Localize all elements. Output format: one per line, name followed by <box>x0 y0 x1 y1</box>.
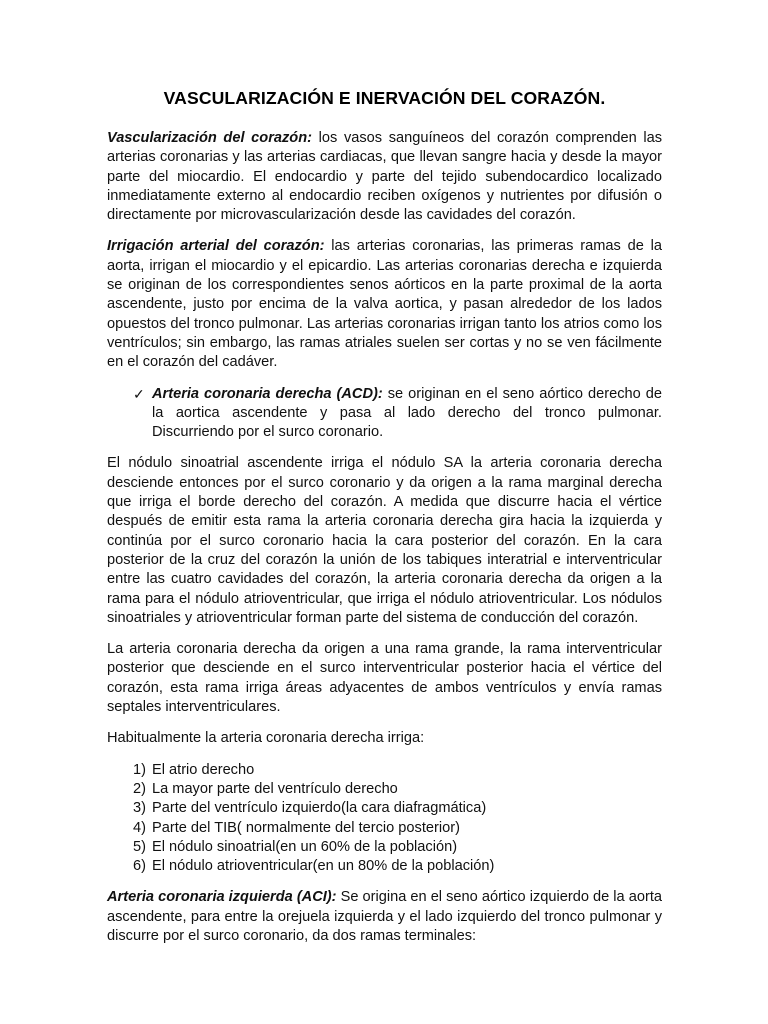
paragraph-text: los vasos sanguíneos del corazón comprenden las arterias coronarias y las arterias cardiacas, que llevan sangre hacia y desde la mayor parte del miocardio. El endocardio y parte del tejido subendocardico localizado inmediatamente externo al endocardio reciben oxígenos y nutrientes por difusión o directamente por microvascularización desde las cavidades del corazón. <box>107 130 662 224</box>
list-item <box>133 819 662 838</box>
list-item <box>133 799 662 818</box>
paragraph-text: Se origina en el seno aórtico izquierdo de la aorta ascendente, para entre la orejuela izquierda y el lado izquierdo del tronco pulmonar y discurre por el surco coronario, da dos ramas terminales: <box>107 889 662 944</box>
list-item <box>133 838 662 857</box>
paragraph-aci <box>107 888 662 946</box>
list-text: El nódulo atrioventricular(en un 80% de la población) <box>152 858 495 875</box>
list-number: 2) <box>133 780 146 797</box>
paragraph-text: se originan en el seno aórtico derecho de la aortica ascendente y pasa al lado derecho del tronco pulmonar. Discurriendo por el surco coronario. <box>152 385 662 441</box>
paragraph-text: las arterias coronarias, las primeras ramas de la aorta, irrigan el miocardio y el epicardio. Las arterias coronarias derecha e izquierda se originan de los correspondientes senos aórticos en la parte proximal de la aorta ascendente, justo por encima de la valva aortica, y pasan alrededor de los lados opuestos del tronco pulmonar. Las arterias coronarias irrigan tanto los atrios como los ventrículos; sin embargo, las ramas atriales suelen ser cortas y no se ven fácilmente en el corazón del cadáver. <box>107 238 662 371</box>
paragraph-irrigacion <box>107 237 662 372</box>
list-item <box>133 857 662 876</box>
paragraph-rama-interventricular: La arteria coronaria derecha da origen a una rama grande, la rama interventricular posterior que desciende en el surco interventricular posterior hacia el vértice del corazón, esta rama irriga áreas adyacentes de ambos ventrículos y envía ramas septales interventriculares. <box>107 641 662 716</box>
checklist-item-acd <box>107 385 662 443</box>
checkmark-icon: ✓ <box>133 385 145 402</box>
list-text: El atrio derecho <box>152 761 255 778</box>
list-item <box>133 780 662 799</box>
list-number: 4) <box>133 819 146 836</box>
list-number: 5) <box>133 838 146 855</box>
list-text: El nódulo sinoatrial(en un 60% de la población) <box>152 838 458 855</box>
list-number: 1) <box>133 761 146 778</box>
list-text: Parte del TIB( normalmente del tercio posterior) <box>152 819 460 836</box>
list-text: Parte del ventrículo izquierdo(la cara diafragmática) <box>152 800 487 817</box>
paragraph-vascularizacion <box>107 129 662 225</box>
list-number: 3) <box>133 800 146 817</box>
page-title: VASCULARIZACIÓN E INERVACIÓN DEL CORAZÓN. <box>163 88 606 108</box>
paragraph-lead: Vascularización del corazón: <box>107 130 312 146</box>
list-text: La mayor parte del ventrículo derecho <box>152 780 398 797</box>
list-item <box>133 761 662 780</box>
paragraph-lead: Irrigación arterial del corazón: <box>107 238 325 255</box>
paragraph-list-intro: Habitualmente la arteria coronaria derecha irriga: <box>107 730 425 747</box>
irrigation-list <box>107 761 662 877</box>
paragraph-nodulo-sinoatrial: El nódulo sinoatrial ascendente irriga el nódulo SA la arteria coronaria derecha desciende entonces por el surco coronario y da origen a la rama marginal derecha que irriga el borde derecho del corazón. A medida que discurre hacia el vértice después de emitir esta rama la arteria coronaria derecha gira hacia la izquierda y continúa por el surco coronario hacia la cara posterior del corazón. En la cara posterior de la cruz del corazón la unión de los tabiques interatrial e interventricular entre las cuatro cavidades del corazón, la arteria coronaria derecha da origen a la rama para el nódulo atrioventricular, que irriga el nódulo atrioventricular. Los nódulos sinoatriales y atrioventricular forman parte del sistema de conducción del corazón. <box>107 455 662 626</box>
paragraph-lead: Arteria coronaria izquierda (ACI): <box>107 889 337 906</box>
list-number: 6) <box>133 858 146 875</box>
paragraph-lead: Arteria coronaria derecha (ACD): <box>152 385 383 402</box>
